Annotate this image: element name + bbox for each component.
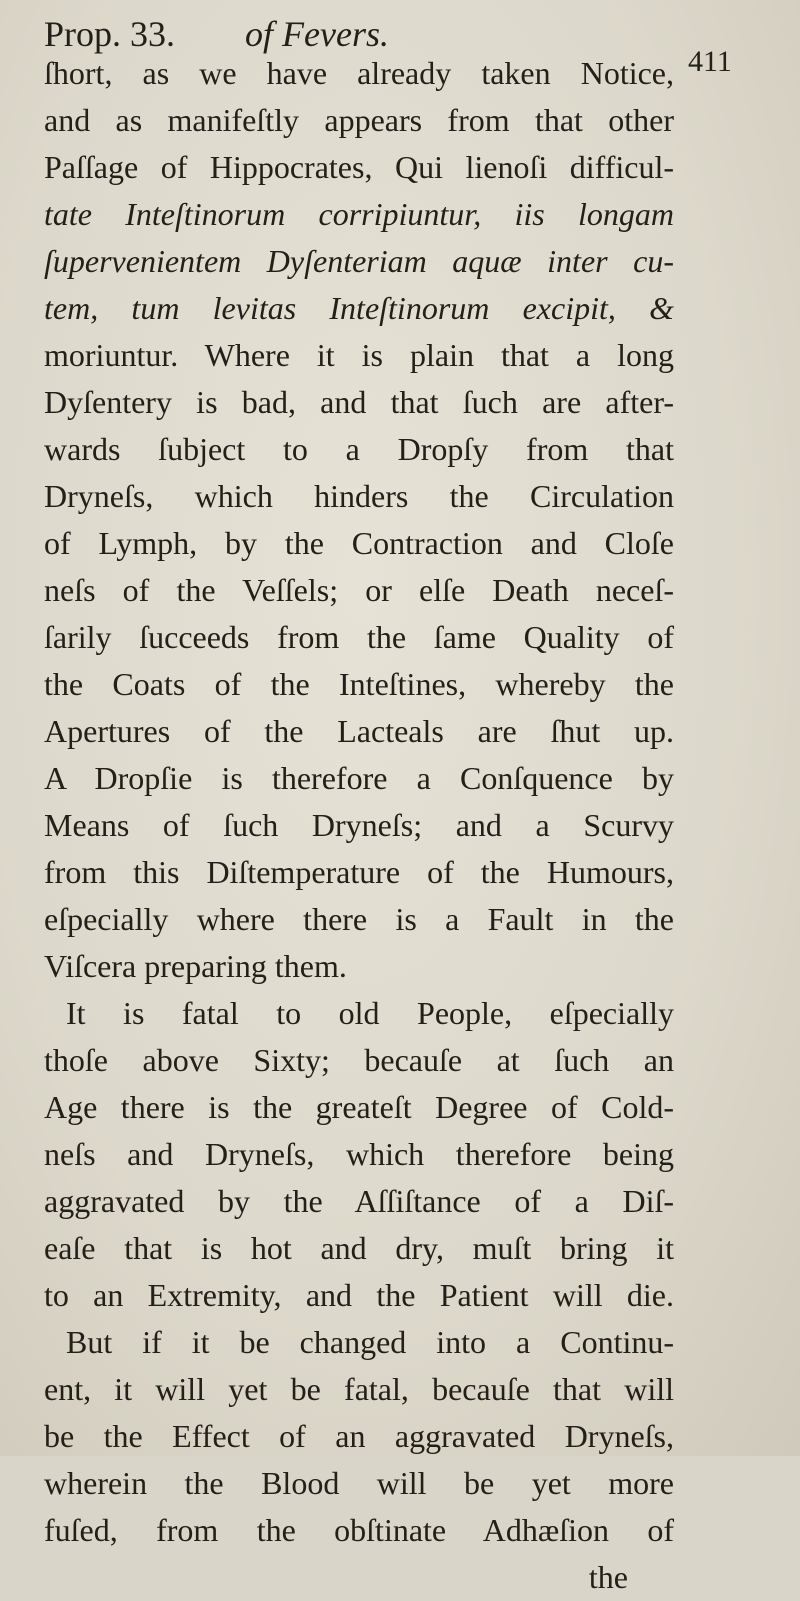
text-line: aggravated by the Aſſiſtance of a Diſ- xyxy=(44,1183,674,1219)
text-line: tem, tum levitas Inteſtinorum excipit, & xyxy=(44,290,674,326)
text-line: the Coats of the Inteſtines, whereby the xyxy=(44,666,674,702)
text-line: and as manifeſtly appears from that other xyxy=(44,102,674,138)
text-line: Apertures of the Lacteals are ſhut up. xyxy=(44,713,674,749)
text-line: eſpecially where there is a Fault in the xyxy=(44,901,674,937)
text-line: Paſſage of Hippocrates, Qui lienoſi difficul- xyxy=(44,149,674,185)
text-line: wherein the Blood will be yet more xyxy=(44,1465,674,1501)
text-line: moriuntur. Where it is plain that a long xyxy=(44,337,674,373)
text-line: ent, it will yet be fatal, becauſe that will xyxy=(44,1371,674,1407)
text-line: neſs of the Veſſels; or elſe Death neceſ- xyxy=(44,572,674,608)
page-number: 411 xyxy=(688,45,732,78)
text-line: thoſe above Sixty; becauſe at ſuch an xyxy=(44,1042,674,1078)
text-line: of Lymph, by the Contraction and Cloſe xyxy=(44,525,674,561)
text-line: Dyſentery is bad, and that ſuch are after- xyxy=(44,384,674,420)
text-line: tate Inteſtinorum corripiuntur, iis longam xyxy=(44,196,674,232)
text-line: eaſe that is hot and dry, muſt bring it xyxy=(44,1230,674,1266)
text-line: wards ſubject to a Dropſy from that xyxy=(44,431,674,467)
text-line: ſhort, as we have already taken Notice, xyxy=(44,55,674,91)
catchword: the xyxy=(588,1559,628,1595)
text-line: to an Extremity, and the Patient will die. xyxy=(44,1277,674,1313)
text-line: Means of ſuch Dryneſs; and a Scurvy xyxy=(44,807,674,843)
running-title: of Fevers. xyxy=(245,14,389,54)
text-line: neſs and Dryneſs, which therefore being xyxy=(44,1136,674,1172)
text-line: from this Diſtemperature of the Humours, xyxy=(44,854,674,890)
text-line: Viſcera preparing them. xyxy=(44,948,347,984)
text-line: ſarily ſucceeds from the ſame Quality of xyxy=(44,619,674,655)
body-text xyxy=(44,50,674,1601)
text-line: ſupervenientem Dyſenteriam aquæ inter cu- xyxy=(44,243,674,279)
text-line: be the Effect of an aggravated Dryneſs, xyxy=(44,1418,674,1454)
text-line: It is fatal to old People, eſpecially xyxy=(66,995,674,1031)
text-line: Age there is the greateſt Degree of Cold- xyxy=(44,1089,674,1125)
proposition-number: Prop. 33. xyxy=(44,14,176,54)
text-line: But if it be changed into a Continu- xyxy=(66,1324,674,1360)
text-line: fuſed, from the obſtinate Adhæſion of xyxy=(44,1512,674,1548)
text-line: A Dropſie is therefore a Conſquence by xyxy=(44,760,674,796)
text-line: Dryneſs, which hinders the Circulation xyxy=(44,478,674,514)
